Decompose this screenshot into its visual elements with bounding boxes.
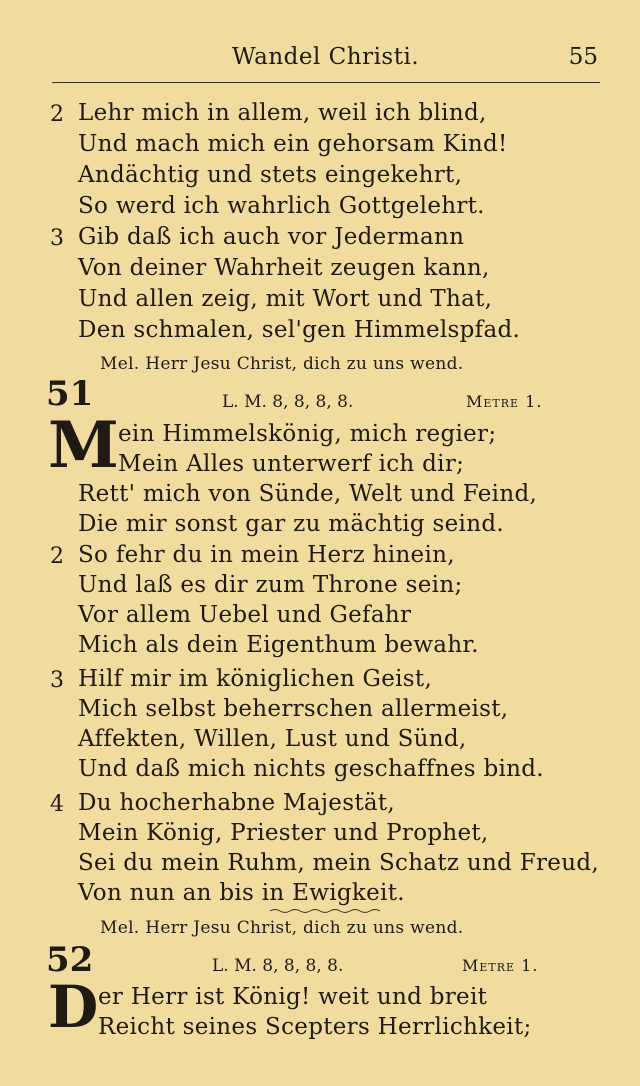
verse-line: er Herr ist König! weit und breit xyxy=(98,984,488,1010)
verse-line: Reicht seines Scepters Herrlichkeit; xyxy=(98,1014,532,1040)
drop-cap: M xyxy=(48,408,119,483)
verse-line: Den schmalen, sel'gen Himmelspfad. xyxy=(78,317,521,343)
verse-line: Gib daß ich auch vor Jedermann xyxy=(78,224,465,250)
verse-line: So werd ich wahrlich Gottgelehrt. xyxy=(78,193,485,219)
verse-line: Von deiner Wahrheit zeugen kann, xyxy=(78,255,490,281)
verse-line: Lehr mich in allem, weil ich blind, xyxy=(78,100,487,126)
verse-line: Und daß mich nichts geschaffnes bind. xyxy=(78,756,544,782)
verse-line: So fehr du in mein Herz hinein, xyxy=(78,542,455,568)
verse-line: Mein Alles unterwerf ich dir; xyxy=(118,451,465,477)
metre-label: Metre 1. xyxy=(462,956,539,975)
meter: L. M. 8, 8, 8, 8. xyxy=(212,956,344,976)
hymn-number: 52 xyxy=(46,940,94,980)
verse-line: Von nun an bis in Ewigkeit. xyxy=(78,880,405,906)
page-title: Wandel Christi. xyxy=(232,44,420,70)
header-rule xyxy=(52,82,600,83)
verse-line: Die mir sonst gar zu mächtig seind. xyxy=(78,511,504,537)
verse-line: Mich selbst beherrschen allermeist, xyxy=(78,696,509,722)
verse-number: 3 xyxy=(50,668,64,693)
verse-line: Hilf mir im königlichen Geist, xyxy=(78,666,433,692)
verse-line: Du hocherhabne Majestät, xyxy=(78,790,396,816)
verse-number: 3 xyxy=(50,226,64,251)
verse-line: Und mach mich ein gehorsam Kind! xyxy=(78,131,508,157)
verse-number: 2 xyxy=(50,544,64,569)
verse-line: Vor allem Uebel und Gefahr xyxy=(78,602,412,628)
melody-indication: Mel. Herr Jesu Christ, dich zu uns wend. xyxy=(100,918,464,938)
verse-line: Mein König, Priester und Prophet, xyxy=(78,820,489,846)
meter: L. M. 8, 8, 8, 8. xyxy=(222,392,354,412)
running-head xyxy=(0,44,640,78)
melody-indication: Mel. Herr Jesu Christ, dich zu uns wend. xyxy=(100,354,464,374)
verse-line: Mich als dein Eigenthum bewahr. xyxy=(78,632,479,658)
metre-label: Metre 1. xyxy=(466,392,543,411)
verse-line: Andächtig und stets eingekehrt, xyxy=(78,162,463,188)
drop-cap: D xyxy=(48,973,99,1041)
verse-line: Rett' mich von Sünde, Welt und Feind, xyxy=(78,481,538,507)
verse-line: ein Himmelskönig, mich regier; xyxy=(118,421,497,447)
verse-line: Und laß es dir zum Throne sein; xyxy=(78,572,463,598)
verse-number: 4 xyxy=(50,792,64,817)
verse-number: 2 xyxy=(50,102,64,127)
decorative-flourish xyxy=(270,908,380,914)
hymn-number: 51 xyxy=(46,374,94,414)
verse-line: Sei du mein Ruhm, mein Schatz und Freud, xyxy=(78,850,599,876)
verse-line: Und allen zeig, mit Wort und That, xyxy=(78,286,493,312)
page-number: 55 xyxy=(568,44,598,70)
verse-line: Affekten, Willen, Lust und Sünd, xyxy=(78,726,467,752)
